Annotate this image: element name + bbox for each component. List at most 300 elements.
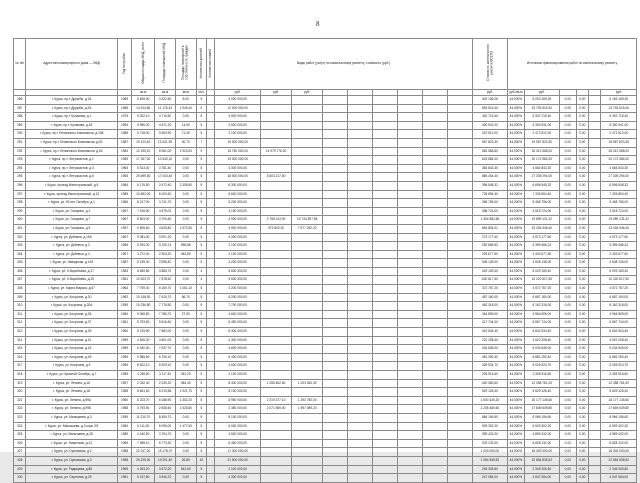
row-empty [207,224,215,233]
row-work-2 [292,207,323,216]
row-area: 14 914,80 [132,104,155,113]
row-work-2: 7 577 252,20 [292,224,323,233]
row-empty [323,371,348,380]
row-empty [373,164,398,173]
row-other-1: 0,00 [559,121,576,130]
row-total: 4 548 136,00 [601,259,637,268]
row-empty [422,388,447,397]
row-fund: 6 842 534,40 [524,328,559,337]
row-fund: 15 967 823,30 [524,138,559,147]
row-value: 402 106,26 [472,96,507,105]
row-fund: 20 172 584,00 [524,156,559,165]
row-empty [207,216,215,225]
row-stories: 5 [196,164,206,173]
row-fund: 5 034 845,00 [524,345,559,354]
row-cost: 6 200 000,00 [215,293,261,302]
row-year: 1960 [117,310,132,319]
row-cost: 2 100 000,00 [215,465,261,474]
row-other-2: 0,00 [576,388,588,397]
row-other-2: 0,00 [576,164,588,173]
row-area-own: 958,88 [175,242,196,251]
row-work-2 [292,474,323,483]
row-empty [398,422,423,431]
row-fund: 5 203 169,26 [524,96,559,105]
row-year: 1960 [117,422,132,431]
row-value: 322 512,00 [472,130,507,139]
row-area-own: 2 305,80 [175,181,196,190]
row-number: 324 [14,422,26,431]
row-total: 16 177 145,60 [601,396,637,405]
row-empty [589,190,601,199]
header-residents: Количество жителей [196,39,206,90]
row-empty [589,319,601,328]
row-empty [323,113,348,122]
row-value: 725 894,40 [472,190,507,199]
row-value: 245 305,60 [472,465,507,474]
row-empty [207,362,215,371]
row-work-1 [261,242,292,251]
row-other-1: 0,00 [559,147,576,156]
row-fund: 4 964 899,00 [524,310,559,319]
row-work-2: 1 597 089,20 [292,405,323,414]
row-number: 312 [14,319,26,328]
row-stories: 5 [196,250,206,259]
row-work-2 [292,285,323,294]
row-work-1: 1 285 462,60 [261,379,292,388]
row-address: г. Курск, ул. Заводская, д.41б [26,259,117,268]
row-empty [398,250,423,259]
row-work-2 [292,96,323,105]
row-area-res: 10 540,10 [155,156,176,165]
row-area-own: 26,80 [175,456,196,465]
row-empty [589,96,601,105]
row-total: 8 966 196,60 [601,413,637,422]
row-empty [207,147,215,156]
row-empty [373,285,398,294]
row-number: 321 [14,396,26,405]
row-empty [422,113,447,122]
row-address: г. Курск, пр-т Ленинского Комсомола, д.54 [26,147,117,156]
row-area-res: 17 043,40 [155,173,176,182]
row-empty [373,199,398,208]
row-year: 1957 [117,224,132,233]
table-body [14,96,637,483]
row-year: 1969 [117,96,132,105]
table-row [14,345,637,354]
row-empty [589,405,601,414]
row-area: 10 236,80 [132,302,155,311]
row-other-1: 0,00 [559,173,576,182]
row-work-2 [292,104,323,113]
row-number: 303 [14,242,26,251]
row-empty [447,396,472,405]
row-empty [447,388,472,397]
row-empty [207,164,215,173]
row-work-2: 1 203 540,30 [292,379,323,388]
row-empty [207,396,215,405]
row-fund: 2 305 916,60 [524,371,559,380]
row-other-2: 0,00 [576,130,588,139]
row-number: 316 [14,353,26,362]
row-empty [447,371,472,380]
row-other-1: 0,00 [559,448,576,457]
row-other-2: 0,00 [576,138,588,147]
row-area: 5 513,40 [132,164,155,173]
row-other-1: 0,00 [559,250,576,259]
row-other-2: 0,00 [576,302,588,311]
row-percent: 44,000% [508,199,525,208]
row-empty [348,413,373,422]
row-stories: 5 [196,233,206,242]
row-area-own: 0,00 [175,302,196,311]
row-total: 5 300 941,00 [601,121,637,130]
row-stories: 9 [196,104,206,113]
row-empty [422,276,447,285]
row-area: 12 195,10 [132,147,155,156]
row-empty [447,250,472,259]
row-work-2 [292,267,323,276]
row-empty [589,242,601,251]
row-number: 323 [14,413,26,422]
row-fund: 6 687 160,00 [524,293,559,302]
row-value: 400 941,00 [472,121,507,130]
row-empty [398,353,423,362]
row-year: 1984 [117,147,132,156]
row-area: 11 210,70 [132,413,155,422]
row-area-own: 0,00 [175,173,196,182]
row-empty [323,138,348,147]
row-number: 288 [14,113,26,122]
row-value: 462 318,00 [472,302,507,311]
row-work-2 [292,465,323,474]
row-number: 286 [14,96,26,105]
table-row [14,173,637,182]
row-empty [422,199,447,208]
row-area-own: 0,00 [175,156,196,165]
row-empty [348,474,373,483]
row-empty [373,431,398,440]
row-percent: 44,000% [508,293,525,302]
row-work-1: 973 802,20 [261,224,292,233]
table-row [14,259,637,268]
row-area-own: 384,40 [175,379,196,388]
row-empty [207,242,215,251]
row-number: 301 [14,224,26,233]
row-empty [348,164,373,173]
row-empty [348,310,373,319]
row-year: 1958 [117,456,132,465]
row-address: г. Курск, ул. Гагарина, д.7 [26,216,117,225]
row-cost: 6 400 000,00 [215,353,261,362]
row-area-own: 0,00 [175,431,196,440]
row-fund: 4 548 136,00 [524,259,559,268]
row-other-1: 0,00 [559,474,576,483]
row-empty [589,199,601,208]
row-total: 15 967 823,30 [601,138,637,147]
row-empty [373,259,398,268]
row-percent: 44,000% [508,353,525,362]
row-area-own: 0,00 [175,207,196,216]
row-other-1: 0,00 [559,431,576,440]
row-total: 6 696 548,32 [601,181,637,190]
row-work-2 [292,121,323,130]
row-empty [207,353,215,362]
row-address: г. Курск, ул. К.Воробьёва, д.17 [26,267,117,276]
row-empty [207,465,215,474]
table-row [14,336,637,345]
row-address: г. Курск, ул. Орловская, д.2 [26,448,117,457]
row-empty [207,310,215,319]
row-empty [373,250,398,259]
row-stories: 5 [196,328,206,337]
row-number: 304 [14,250,26,259]
row-work-1 [261,413,292,422]
row-fund: 6 867 744,00 [524,319,559,328]
row-area-res: 8 219,58 [155,388,176,397]
row-percent: 44,000% [508,147,525,156]
table-row [14,104,637,113]
row-empty [348,345,373,354]
row-other-2: 0,00 [576,181,588,190]
table-row [14,396,637,405]
row-area-own: 0,00 [175,345,196,354]
row-empty [373,353,398,362]
row-empty [398,164,423,173]
row-value: 417 744,00 [472,319,507,328]
row-empty [398,362,423,371]
unit-sqm: кв.м [132,90,155,96]
row-fund: 5 302 715,40 [524,113,559,122]
row-fund: 17 849 639,80 [524,405,559,414]
table-row [14,353,637,362]
row-empty [373,233,398,242]
row-value: 487 160,00 [472,293,507,302]
row-area-res: 5 188,90 [155,396,176,405]
row-address: г. Курск, пр-т Энтузиастов, д.1 [26,156,117,165]
row-total: 4 572 767,20 [601,285,637,294]
row-year: 1961 [117,319,132,328]
row-cost: 8 100 000,00 [215,413,261,422]
row-work-1 [261,104,292,113]
header-area-res: Площадь помещений МКД [155,39,176,90]
row-work-1 [261,422,292,431]
table-row [14,216,637,225]
row-year: 1958 [117,448,132,457]
row-area: 5 922,10 [132,113,155,122]
row-work-1: 2 071 569,00 [261,405,292,414]
row-other-2: 0,00 [576,293,588,302]
row-value: 529 126,40 [472,388,507,397]
table-header-row [14,39,637,90]
row-other-2: 0,00 [576,156,588,165]
row-fund: 4 664 843,30 [524,164,559,173]
row-empty [447,379,472,388]
row-empty [373,147,398,156]
row-work-2 [292,130,323,139]
row-work-1: 2 219 377,10 [261,396,292,405]
row-empty [207,448,215,457]
row-area-own: 1 525,80 [175,405,196,414]
row-empty [398,285,423,294]
row-percent: 44,000% [508,371,525,380]
row-empty [422,285,447,294]
row-cost: 4 200 000,00 [215,285,261,294]
row-area: 8 849,80 [132,267,155,276]
row-value: 1 354 852,66 [472,216,507,225]
row-fund: 10 220 617,50 [524,276,559,285]
row-percent: 44,000% [508,216,525,225]
row-empty [589,207,601,216]
row-empty [207,250,215,259]
row-other-2: 0,00 [576,233,588,242]
row-cost: 2 100 000,00 [215,242,261,251]
row-other-2: 0,00 [576,267,588,276]
row-work-1 [261,474,292,483]
row-other-1: 0,00 [559,465,576,474]
table-row [14,276,637,285]
row-area-own: 0,00 [175,413,196,422]
row-empty [447,362,472,371]
row-stories: 5 [196,379,206,388]
row-value: 247 084,00 [472,474,507,483]
row-empty [373,224,398,233]
row-area-res: 5 773,30 [155,439,176,448]
row-cost: 4 900 000,00 [215,224,261,233]
row-area-own: 351,20 [175,371,196,380]
row-area-res: 6 706,10 [155,353,176,362]
table-row [14,379,637,388]
row-fund: 6 696 548,32 [524,181,559,190]
row-work-1 [261,362,292,371]
row-area-res: 3 117,40 [155,371,176,380]
row-other-1: 0,00 [559,267,576,276]
row-empty [323,405,348,414]
row-address: г. Курск, проезд Магистральный, д.5 [26,181,117,190]
row-cost: 4 600 000,00 [215,345,261,354]
row-area: 9 065,80 [132,310,155,319]
row-value: 1 600 426,20 [472,396,507,405]
row-empty [422,130,447,139]
row-empty [422,413,447,422]
row-empty [589,276,601,285]
row-other-2: 0,00 [576,121,588,130]
table-row [14,293,637,302]
row-area-res: 2 608,50 [155,405,176,414]
row-other-1: 0,00 [559,319,576,328]
row-empty [323,336,348,345]
row-percent: 44,000% [508,405,525,414]
table-row [14,413,637,422]
row-empty [589,181,601,190]
row-number: 328 [14,456,26,465]
row-cost: 18 000 000,00 [215,173,261,182]
row-empty [589,121,601,130]
row-percent: 44,000% [508,259,525,268]
row-empty [589,104,601,113]
row-area-own: 1 945,40 [175,104,196,113]
row-area-res: 5 095,00 [155,422,176,431]
row-work-2 [292,353,323,362]
row-year: 1966 [117,242,132,251]
row-empty [422,190,447,199]
row-area: 9 505,60 [132,224,155,233]
row-other-2: 0,00 [576,405,588,414]
row-fund: 2 345 305,60 [524,465,559,474]
row-empty [447,353,472,362]
row-empty [422,310,447,319]
row-year: 1961 [117,276,132,285]
row-empty [589,216,601,225]
row-address: г. Курск, ул. Никитская, д.12 [26,439,117,448]
row-empty [207,293,215,302]
row-empty [323,285,348,294]
row-area-res: 7 862,00 [155,328,176,337]
row-other-2: 0,00 [576,431,588,440]
table-row [14,147,637,156]
row-area-res: 4 675,02 [155,207,176,216]
row-percent: 44,000% [508,388,525,397]
row-year: 1989 [117,431,132,440]
row-empty [398,224,423,233]
row-year: 1983 [117,267,132,276]
row-empty [207,388,215,397]
row-year: 1959 [117,371,132,380]
row-empty [589,164,601,173]
row-stories: 4 [196,276,206,285]
row-percent: 44,000% [508,276,525,285]
row-value: 205 916,60 [472,371,507,380]
row-area-res: 8 100,60 [155,190,176,199]
row-value: 481 250,40 [472,353,507,362]
row-empty [207,96,215,105]
row-work-2: 10 743 897,56 [292,216,323,225]
row-work-2 [292,448,323,457]
row-empty [398,379,423,388]
row-empty [447,267,472,276]
row-other-1: 0,00 [559,310,576,319]
row-number: 300 [14,216,26,225]
row-work-1 [261,465,292,474]
row-work-1 [261,371,292,380]
row-value: 420 080,60 [472,379,507,388]
row-empty [422,267,447,276]
row-total: 2 472 512,00 [601,130,637,139]
header-year: Год постройки [117,39,132,90]
row-empty [373,293,398,302]
row-empty [447,319,472,328]
row-year: 1981 [117,474,132,483]
row-empty [589,293,601,302]
row-cost: 5 100 000,00 [215,388,261,397]
row-value: 359 432,00 [472,431,507,440]
table-row [14,181,637,190]
row-empty [348,422,373,431]
row-number: 325 [14,431,26,440]
row-empty [373,465,398,474]
row-fund: 18 303 000,00 [524,448,559,457]
row-empty [373,207,398,216]
row-address: г. Курск, ул. Косухина, д.37 [26,319,117,328]
row-empty [323,156,348,165]
row-empty [447,302,472,311]
row-other-2: 0,00 [576,328,588,337]
row-cost: 6 400 000,00 [215,328,261,337]
row-percent: 44,000% [508,328,525,337]
row-empty [348,233,373,242]
row-number: 330 [14,474,26,483]
row-empty [373,173,398,182]
row-total: 5 163 169,26 [601,96,637,105]
